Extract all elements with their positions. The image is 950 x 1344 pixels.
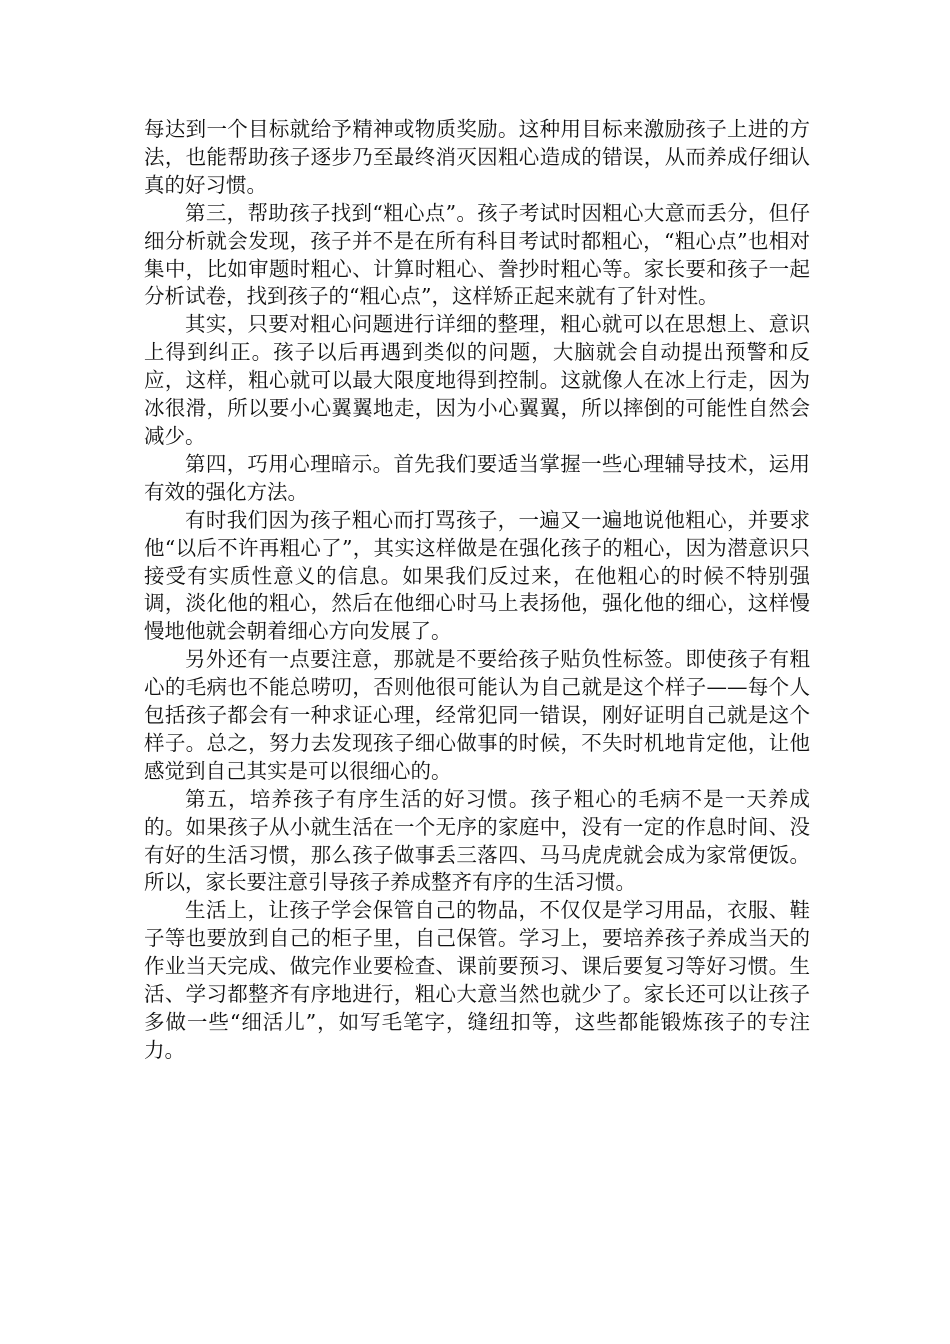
document-body bbox=[144, 116, 810, 1065]
paragraph-reinforcement: 有时我们因为孩子粗心而打骂孩子，一遍又一遍地说他粗心，并要求他“以后不许再粗心了”，其实这样做是在强化孩子的粗心，因为潜意识只接受有实质性意义的信息。如果我们反过来，在他粗心的时候不特别强调，淡化他的粗心，然后在他细心时马上表扬他，强化他的细心，这样慢慢地他就会朝着细心方向发展了。 bbox=[144, 507, 810, 644]
paragraph-summary-organize: 其实，只要对粗心问题进行详细的整理，粗心就可以在思想上、意识上得到纠正。孩子以后再遇到类似的问题，大脑就会自动提出预警和反应，这样，粗心就可以最大限度地得到控制。这就像人在冰上行走，因为冰很滑，所以要小心翼翼地走，因为小心翼翼，所以摔倒的可能性自然会减少。 bbox=[144, 312, 810, 448]
paragraph-fifth-point: 第五，培养孩子有序生活的好习惯。孩子粗心的毛病不是一天养成的。如果孩子从小就生活在一个无序的家庭中，没有一定的作息时间、没有好的生活习惯，那么孩子做事丢三落四、马马虎虎就会成为家常便饭。所以，家长要注意引导孩子养成整齐有序的生活习惯。 bbox=[144, 786, 810, 895]
paragraph-third-point: 第三，帮助孩子找到“粗心点”。孩子考试时因粗心大意而丢分，但仔细分析就会发现，孩子并不是在所有科目考试时都粗心，“粗心点”也相对集中，比如审题时粗心、计算时粗心、誊抄时粗心等。家长要和孩子一起分析试卷，找到孩子的“粗心点”，这样矫正起来就有了针对性。 bbox=[144, 200, 810, 309]
paragraph-labels: 另外还有一点要注意，那就是不要给孩子贴负性标签。即使孩子有粗心的毛病也不能总唠叨，否则他很可能认为自己就是这个样子——每个人包括孩子都会有一种求证心理，经常犯同一错误，刚好证明自己就是这个样子。总之，努力去发现孩子细心做事的时候，不失时机地肯定他，让他感觉到自己其实是可以很细心的。 bbox=[144, 647, 810, 783]
paragraph-daily-life: 生活上，让孩子学会保管自己的物品，不仅仅是学习用品，衣服、鞋子等也要放到自己的柜子里，自己保管。学习上，要培养孩子养成当天的作业当天完成、做完作业要检查、课前要预习、课后要复习等好习惯。生活、学习都整齐有序地进行，粗心大意当然也就少了。家长还可以让孩子多做一些“细活儿”，如写毛笔字，缝纽扣等，这些都能锻炼孩子的专注力。 bbox=[144, 898, 810, 1062]
paragraph-fourth-point: 第四，巧用心理暗示。首先我们要适当掌握一些心理辅导技术，运用有效的强化方法。 bbox=[144, 451, 810, 504]
paragraph-continuation: 每达到一个目标就给予精神或物质奖励。这种用目标来激励孩子上进的方法，也能帮助孩子逐步乃至最终消灭因粗心造成的错误，从而养成仔细认真的好习惯。 bbox=[144, 117, 810, 197]
